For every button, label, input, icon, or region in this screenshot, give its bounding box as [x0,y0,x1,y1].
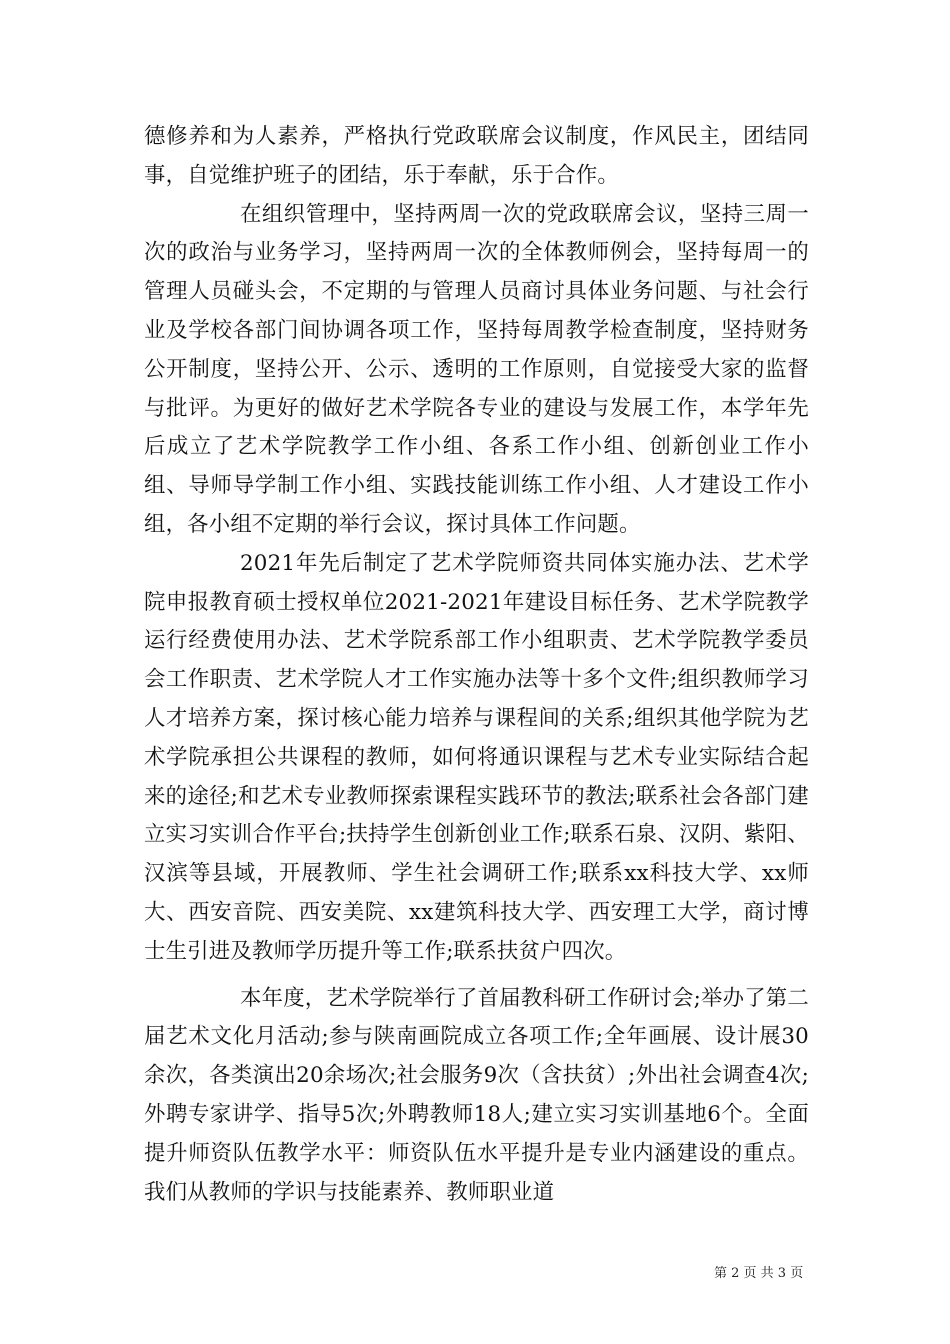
body-text [144,118,809,1212]
page-number: 第 2 页 共 3 页 [714,1266,804,1281]
paragraph-2021-documents: 2021年先后制定了艺术学院师资共同体实施办法、艺术学院申报教育硕士授权单位2021-2021年建设目标任务、艺术学院教学运行经费使用办法、艺术学院系部工作小组职责、艺术学院教学委员会工作职责、艺术学院人才工作实施办法等十多个文件;组织教师学习人才培养方案，探讨核心能力培养与课程间的关系;组织其他学院为艺术学院承担公共课程的教师，如何将通识课程与艺术专业实际结合起来的途径;和艺术专业教师探索课程实践环节的教法;联系社会各部门建立实习实训合作平台;扶持学生创新创业工作;联系石泉、汉阴、紫阳、汉滨等县域，开展教师、学生社会调研工作;联系xx科技大学、xx师大、西安音院、西安美院、xx建筑科技大学、西安理工大学，商讨博士生引进及教师学历提升等工作;联系扶贫户四次。 [144,550,809,964]
paragraph-organization-management: 在组织管理中，坚持两周一次的党政联席会议，坚持三周一次的政治与业务学习，坚持两周一次的全体教师例会，坚持每周一的管理人员碰头会，不定期的与管理人员商讨具体业务问题、与社会行业及学校各部门间协调各项工作，坚持每周教学检查制度，坚持财务公开制度，坚持公开、公示、透明的工作原则，自觉接受大家的监督与批评。为更好的做好艺术学院各专业的建设与发展工作，本学年先后成立了艺术学院教学工作小组、各系工作小组、创新创业工作小组、导师导学制工作小组、实践技能训练工作小组、人才建设工作小组，各小组不定期的举行会议，探讨具体工作问题。 [144,201,809,537]
paragraph-annual-activities: 本年度，艺术学院举行了首届教科研工作研讨会;举办了第二届艺术文化月活动;参与陕南画院成立各项工作;全年画展、设计展30余次，各类演出20余场次;社会服务9次（含扶贫）;外出社会调查4次;外聘专家讲学、指导5次;外聘教师18人;建立实习实训基地6个。全面提升师资队伍教学水平：师资队伍水平提升是专业内涵建设的重点。我们从教师的学识与技能素养、教师职业道 [144,985,809,1205]
paragraph-continuation: 德修养和为人素养，严格执行党政联席会议制度，作风民主，团结同事，自觉维护班子的团结，乐于奉献，乐于合作。 [144,124,809,188]
